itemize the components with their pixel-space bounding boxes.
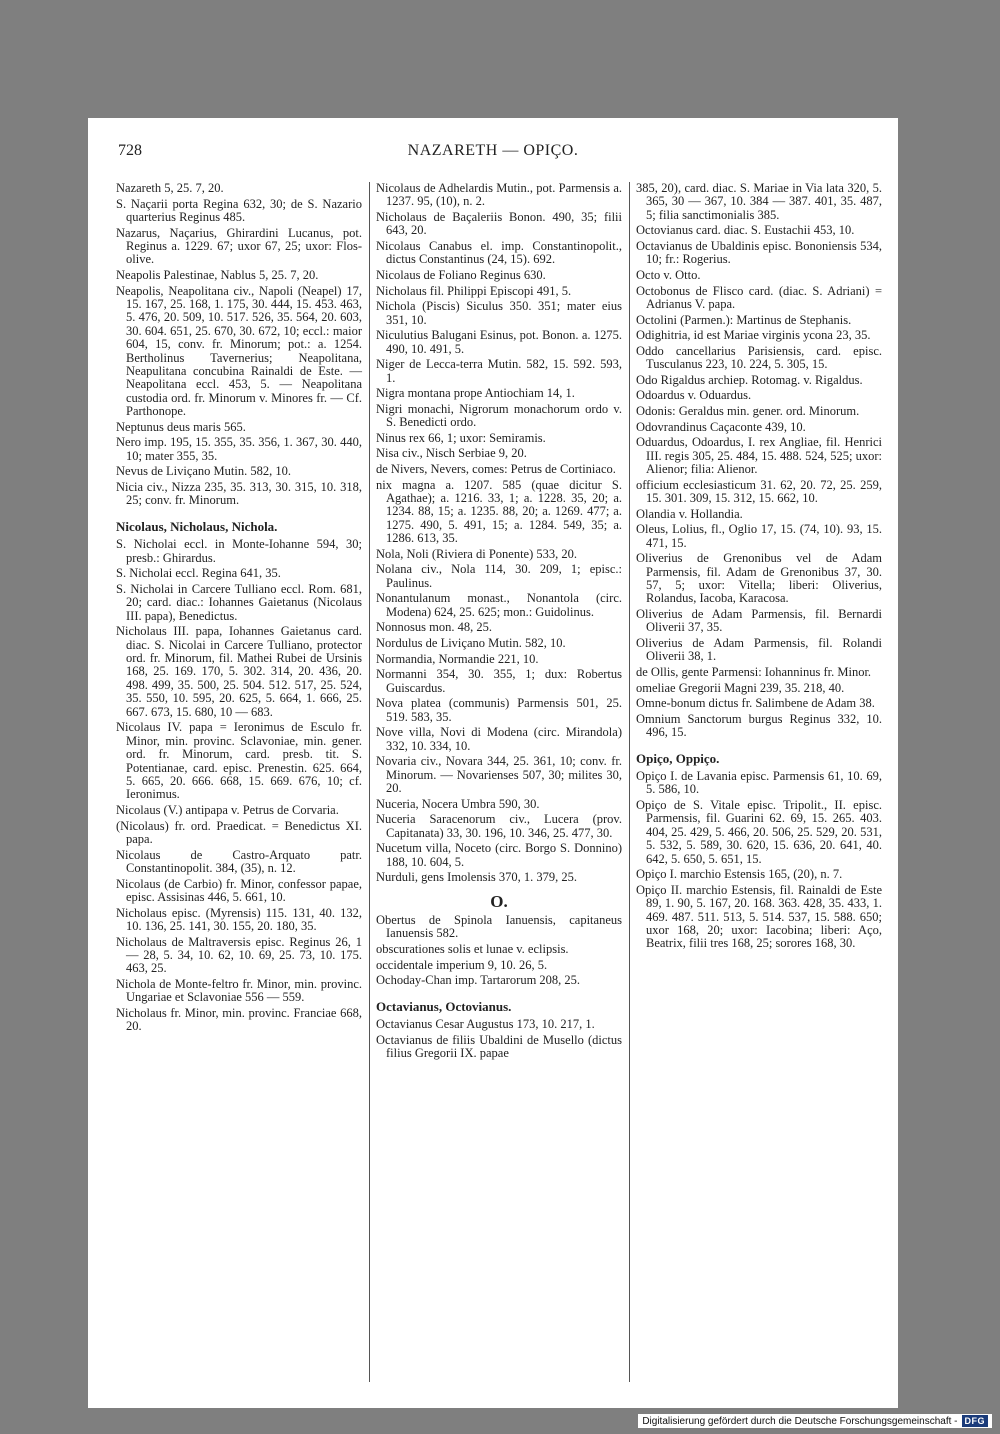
index-entry: Niculutius Balugani Esinus, pot. Bonon. a. 1275. 490, 10. 491, 5.: [376, 328, 622, 356]
index-entry: Oleus, Lolius, fl., Oglio 17, 15. (74, 10). 93, 15. 471, 15.: [636, 522, 882, 550]
letter-heading: O.: [490, 891, 508, 911]
index-entry: Oliverius de Adam Parmensis, fil. Bernardi Oliverii 37, 35.: [636, 606, 882, 635]
index-entry: Octovianus card. diac. S. Eustachii 453, 10.: [636, 223, 855, 238]
index-entry: Nucetum villa, Noceto (circ. Borgo S. Donnino) 188, 10. 604, 5.: [376, 841, 622, 869]
index-entry: Octavianus Cesar Augustus 173, 10. 217, 1.: [376, 1016, 595, 1031]
index-entry: Nicholaus de Maltraversis episc. Reginus 26, 1 — 28, 5. 34, 10. 62, 10. 69, 25. 73, 10. 175. 463, 25.: [116, 934, 362, 976]
index-column-2: [376, 182, 622, 1063]
index-entry: Nurduli, gens Imolensis 370, 1. 379, 25.: [376, 870, 578, 885]
index-entry: Nonnosus mon. 48, 25.: [376, 620, 492, 635]
index-entry: Opiço II. marchio Estensis, fil. Rainaldi de Este 89, 1. 90, 5. 167, 20. 168. 363. 428, 35. 433, 1. 469. 487. 511. 513, 5. 514. 537, 15. 588. 650; uxor 168, 20; uxor: Iacobina; liberi: Aço, Beatrix, filii tres 168, 25; sorores 168, 30.: [636, 882, 882, 951]
index-entry: Nicia civ., Nizza 235, 35. 313, 30. 315, 10. 318, 25; conv. fr. Minorum.: [116, 480, 362, 508]
credit-text: Digitalisierung gefördert durch die Deutsche Forschungsgemeinschaft -: [642, 1415, 958, 1427]
index-entry: de Ollis, gente Parmensi: Iohanninus fr. Minor.: [636, 664, 872, 679]
index-entry: Nicolaus (de Carbio) fr. Minor, confessor papae, episc. Assisinas 446, 5. 661, 10.: [116, 876, 362, 904]
index-entry: Nicholaus episc. (Myrensis) 115. 131, 40. 132, 10. 136, 25. 141, 30. 155, 20. 180, 35.: [116, 905, 362, 933]
index-entry: Nola, Noli (Riviera di Ponente) 533, 20.: [376, 546, 578, 561]
section-heading: Nicolaus, Nicholaus, Nichola.: [116, 518, 278, 534]
section-heading: Opiço, Oppiço.: [636, 750, 720, 766]
page-header: [88, 142, 898, 166]
index-entry: Opiço I. marchio Estensis 165, (20), n. 7.: [636, 867, 843, 882]
index-entry: Nigra montana prope Antiochiam 14, 1.: [376, 386, 575, 401]
index-entry: Normandia, Normandie 221, 10.: [376, 651, 539, 666]
index-entry: Odovrandinus Caçaconte 439, 10.: [636, 419, 806, 434]
index-entry: Octavianus de filiis Ubaldini de Musello (dictus filius Gregorii IX. papae: [376, 1032, 622, 1060]
index-column-1: [116, 182, 362, 1036]
index-entry: Neapolis Palestinae, Nablus 5, 25. 7, 20.: [116, 268, 319, 282]
index-entry: Nisa civ., Nisch Serbiae 9, 20.: [376, 446, 527, 461]
digitization-credit: [638, 1414, 992, 1428]
index-entry: Neapolis, Neapolitana civ., Napoli (Neapel) 17, 15. 167, 25. 168, 1. 175, 30. 444, 15. 453. 463, 5. 476, 20. 509, 10. 517. 526, 35. 564, 20. 603, 30. 604. 651, 25. 670, 30. 672, 10; eccl.: maior 604, 15, conv. fr. Minorum; pot.: a. 1254. Bertholinus Tavernerius; Neapolitana, Neapulitana concubina Rainaldi de Este. — Neapolitana eccl. 453, 5. — Neapolitana custodia ord. fr. Minorum v. Minores fr. — Cf. Parthonope.: [116, 283, 362, 419]
index-entry: 385, 20), card. diac. S. Mariae in Via lata 320, 5. 365, 30 — 367, 10. 384 — 387. 401, 35. 487, 5; filia sanctimonialis 385.: [636, 181, 882, 222]
index-entry: Nonantulanum monast., Nonantola (circ. Modena) 624, 25. 625; mon.: Guidolinus.: [376, 591, 622, 619]
index-entry: obscurationes solis et lunae v. eclipsis.: [376, 941, 569, 956]
index-entry: Odoardus v. Oduardus.: [636, 388, 752, 403]
index-entry: Nicholaus fil. Philippi Episcopi 491, 5.: [376, 283, 572, 298]
index-column-3: [636, 182, 882, 953]
index-entry: S. Nicholai eccl. Regina 641, 35.: [116, 566, 281, 581]
index-entry: Novaria civ., Novara 344, 25. 361, 10; conv. fr. Minorum. — Novarienses 507, 30; milites 30, 20.: [376, 754, 622, 795]
section-heading: Octavianus, Octovianus.: [376, 998, 512, 1014]
index-entry: Omne-bonum dictus fr. Salimbene de Adam 38.: [636, 696, 875, 711]
index-entry: Octo v. Otto.: [636, 268, 701, 282]
index-entry: Nuceria, Nocera Umbra 590, 30.: [376, 796, 540, 811]
index-entry: Nove villa, Novi di Modena (circ. Mirandola) 332, 10. 334, 10.: [376, 725, 622, 753]
index-entry: Nicolaus IV. papa = Ieronimus de Esculo fr. Minor, min. provinc. Sclavoniae, min. gener. ord. fr. Minorum, card. presb. tit. S. Potentianae, card. episc. Prenestin. 625. 664, 5. 665, 20. 666. 668, 15. 669. 676, 10; cf. Ieronimus.: [116, 720, 362, 802]
index-entry: Normanni 354, 30. 355, 1; dux: Robertus Guiscardus.: [376, 667, 622, 695]
column-divider: [629, 182, 630, 1382]
index-entry: S. Naçarii porta Regina 632, 30; de S. Nazario quarterius Reginus 485.: [116, 196, 362, 224]
index-entry: Oduardus, Odoardus, I. rex Angliae, fil. Henrici III. regis 305, 25. 484, 15. 488. 524, 525; uxor: Alienor; filia: Alienor.: [636, 435, 882, 476]
index-entry: Nicolaus Canabus el. imp. Constantinopolit., dictus Constantinus (24, 15). 692.: [376, 239, 622, 267]
index-entry: S. Nicholai in Carcere Tulliano eccl. Rom. 681, 20; card. diac.: Iohannes Gaietanus (Nicolaus III. papa), Benedictus.: [116, 581, 362, 623]
index-entry: Nova platea (communis) Parmensis 501, 25. 519. 583, 35.: [376, 696, 622, 724]
index-entry: Octolini (Parmen.): Martinus de Stephanis.: [636, 312, 852, 327]
index-entry: Nicholaus fr. Minor, min. provinc. Franciae 668, 20.: [116, 1005, 362, 1034]
index-entry: officium ecclesiasticum 31. 62, 20. 72, 25. 259, 15. 301. 309, 15. 312, 15. 662, 10.: [636, 477, 882, 505]
index-entry: Nuceria Saracenorum civ., Lucera (prov. Capitanata) 33, 30. 196, 10. 346, 25. 477, 30.: [376, 812, 622, 840]
index-entry: nix magna a. 1207. 585 (quae dicitur S. Agathae); a. 1216. 33, 1; a. 1228. 35, 20; a. 1234. 88, 15; a. 1235. 88, 20; a. 1269. 477; a. 1275. 490, 5. 491, 15; a. 1284. 549, 35; a. 1286. 613, 35.: [376, 477, 622, 546]
index-entry: Nicolaus de Castro-Arquato patr. Constantinopolit. 384, (35), n. 12.: [116, 847, 362, 875]
book-page: [88, 118, 898, 1408]
index-entry: Nazarus, Naçarius, Ghirardini Lucanus, pot. Reginus a. 1229. 67; uxor 67, 25; uxor: Flos-olive.: [116, 225, 362, 267]
index-entry: Nicolaus de Adhelardis Mutin., pot. Parmensis a. 1237. 95, (10), n. 2.: [376, 181, 622, 209]
index-entry: omeliae Gregorii Magni 239, 35. 218, 40.: [636, 680, 845, 695]
index-entry: Nigri monachi, Nigrorum monachorum ordo v. S. Benedicti ordo.: [376, 401, 622, 430]
page-number: 728: [118, 142, 142, 159]
running-title: NAZARETH — OPIÇO.: [407, 142, 579, 159]
index-entry: Octobonus de Flisco card. (diac. S. Adriani) = Adrianus V. papa.: [636, 283, 882, 311]
index-entry: (Nicolaus) fr. ord. Praedicat. = Benedictus XI. papa.: [116, 818, 362, 846]
index-entry: Octavianus de Ubaldinis episc. Bononiensis 534, 10; fr.: Rogerius.: [636, 239, 882, 267]
index-entry: Niger de Lecca-terra Mutin. 582, 15. 592. 593, 1.: [376, 357, 622, 385]
index-entry: Nichola de Monte-feltro fr. Minor, min. provinc. Ungariae et Sclavoniae 556 — 559.: [116, 976, 362, 1005]
index-entry: Nicholaus III. papa, Iohannes Gaietanus card. diac. S. Nicolai in Carcere Tulliano, protector ord. fr. Minorum, fil. Mathei Rubei de Ursinis 168, 25. 169. 170, 5. 302. 314, 20. 436, 20. 498. 499, 35. 500, 25. 504. 512. 517, 25. 524, 35. 550, 10. 595, 20. 625, 5. 664, 1. 666, 25. 667. 673, 15. 680, 10 — 683.: [116, 624, 362, 719]
index-entry: Nazareth 5, 25. 7, 20.: [116, 181, 224, 195]
column-divider: [369, 182, 370, 1382]
index-entry: Ninus rex 66, 1; uxor: Semiramis.: [376, 430, 546, 445]
index-entry: Opiço de S. Vitale episc. Tripolit., II. episc. Parmensis, fil. Guarini 62. 69, 15. 265. 403. 404, 25. 429, 5. 466, 20. 506, 25. 529, 20. 531, 5. 532, 5. 589, 30. 620, 15. 636, 20. 641, 40. 642, 5. 650, 5. 651, 15.: [636, 797, 882, 866]
index-entry: Nordulus de Liviçano Mutin. 582, 10.: [376, 635, 566, 650]
dfg-logo: DFG: [962, 1415, 989, 1427]
index-entry: Nevus de Liviçano Mutin. 582, 10.: [116, 464, 291, 479]
index-entry: Nero imp. 195, 15. 355, 35. 356, 1. 367, 30. 440, 10; mater 355, 35.: [116, 435, 362, 463]
index-entry: Nolana civ., Nola 114, 30. 209, 1; episc.: Paulinus.: [376, 562, 622, 590]
index-entry: de Nivers, Nevers, comes: Petrus de Cortiniaco.: [376, 461, 616, 476]
index-entry: Neptunus deus maris 565.: [116, 419, 246, 434]
index-entry: Omnium Sanctorum burgus Reginus 332, 10. 496, 15.: [636, 711, 882, 740]
index-entry: Odighitria, id est Mariae virginis ycona 23, 35.: [636, 328, 871, 343]
index-entry: Obertus de Spinola Ianuensis, capitaneus Ianuensis 582.: [376, 912, 622, 941]
index-entry: Oliverius de Grenonibus vel de Adam Parmensis, fil. Adam de Grenonibus 37, 30. 57, 5; uxor: Vitella; liberi: Oliverius, Rolandus, Iacoba, Karacosa.: [636, 551, 882, 606]
index-entry: Opiço I. de Lavania episc. Parmensis 61, 10. 69, 5. 586, 10.: [636, 768, 882, 797]
index-entry: Oddo cancellarius Parisiensis, card. episc. Tusculanus 223, 10. 224, 5. 305, 15.: [636, 343, 882, 372]
index-entry: S. Nicholai eccl. in Monte-Iohanne 594, 30; presb.: Ghirardus.: [116, 537, 362, 565]
index-entry: Nichola (Piscis) Siculus 350. 351; mater eius 351, 10.: [376, 299, 622, 327]
index-entry: Odo Rigaldus archiep. Rotomag. v. Rigaldus.: [636, 372, 863, 387]
index-entry: Nicholaus de Baçaleriis Bonon. 490, 35; filii 643, 20.: [376, 210, 622, 238]
index-entry: Olandia v. Hollandia.: [636, 506, 743, 521]
index-entry: Oliverius de Adam Parmensis, fil. Rolandi Oliverii 38, 1.: [636, 635, 882, 664]
index-entry: occidentale imperium 9, 10. 26, 5.: [376, 957, 548, 972]
index-entry: Ochoday-Chan imp. Tartarorum 208, 25.: [376, 973, 581, 988]
index-entry: Nicolaus de Foliano Reginus 630.: [376, 268, 546, 282]
index-entry: Nicolaus (V.) antipapa v. Petrus de Corvaria.: [116, 802, 339, 817]
index-entry: Odonis: Geraldus min. gener. ord. Minorum.: [636, 403, 860, 418]
